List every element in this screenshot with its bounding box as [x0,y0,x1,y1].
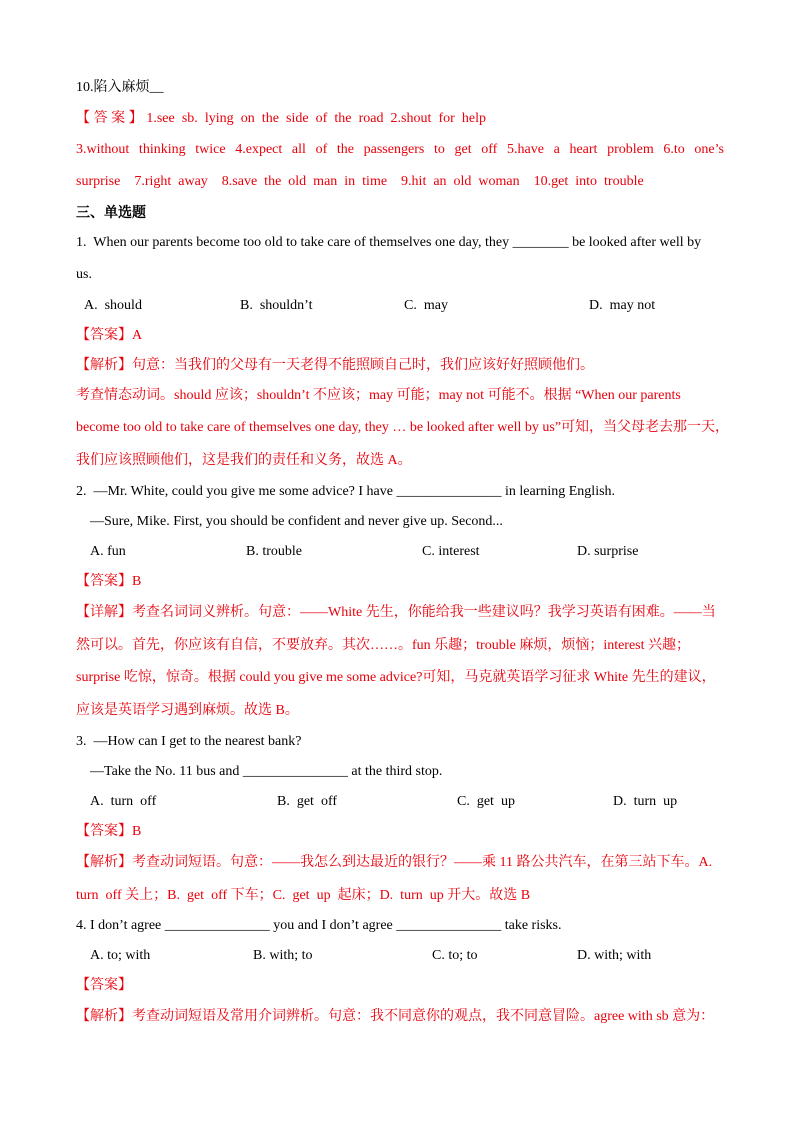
q2-explanation-4: 应该是英语学习遇到麻烦。故选 B。 [76,703,299,718]
q4-option-c: C. to; to [432,948,478,963]
q2-option-d: D. surprise [577,544,639,559]
q3-option-a: A. turn off [90,794,157,809]
item-10-text: 10.陷入麻烦__ [76,80,164,95]
q4-option-a: A. to; with [90,948,151,963]
answer-line-3: surprise 7.right away 8.save the old man in time 9.hit an old woman 10.get into trouble [76,174,644,189]
q2-answer: 【答案】B [76,574,142,589]
q3-stem-line-2: —Take the No. 11 bus and _______________ at the third stop. [90,764,443,779]
q4-answer: 【答案】 [76,978,132,993]
q4-stem-line-1: 4. I don’t agree _______________ you and I don’t agree _______________ take risks. [76,918,562,933]
q1-option-d: D. may not [589,298,656,313]
q1-option-b: B. shouldn’t [240,298,313,313]
q4-option-d: D. with; with [577,948,652,963]
section-title: 三、单选题 [76,206,146,221]
q1-explanation-1: 【解析】句意：当我们的父母有一天老得不能照顾自己时，我们应该好好照顾他们。 [76,358,594,373]
q2-explanation-2: 然可以。首先，你应该有自信，不要放弃。其次……。fun 乐趣；trouble 麻烦，烦恼；interest 兴趣； [76,638,691,653]
q4-explanation-1: 【解析】考查动词短语及常用介词辨析。句意：我不同意你的观点，我不同意冒险。agree with sb 意为： [76,1009,715,1024]
q3-explanation-2: turn off 关上；B. get off 下车；C. get up 起床；D. turn up 开大。故选 B [76,888,531,903]
q1-explanation-4: 我们应该照顾他们，这是我们的责任和义务，故选 A。 [76,453,412,468]
q3-option-b: B. get off [277,794,338,809]
answer-line-2: 3.without thinking twice 4.expect all of the passengers to get off 5.have a heart problem 6.to one’s [76,142,724,157]
q3-explanation-1: 【解析】考查动词短语。句意：——我怎么到达最近的银行？——乘 11 路公共汽车，在第三站下车。A. [76,855,713,870]
q1-option-c: C. may [404,298,448,313]
q2-explanation-1: 【详解】考查名词词义辨析。句意：——White 先生，你能给我一些建议吗？我学习英语有困难。——当 [76,605,716,620]
q1-option-a: A. should [84,298,142,313]
q3-option-c: C. get up [457,794,515,809]
q1-stem-line-2: us. [76,267,92,282]
answer-line-1: 【答案】1.see sb. lying on the side of the road 2.shout for help [76,111,486,126]
q2-option-a: A. fun [90,544,126,559]
q1-explanation-2: 考查情态动词。should 应该；shouldn’t 不应该；may 可能；may not 可能不。根据 “When our parents [76,388,681,403]
q3-stem-line-1: 3. —How can I get to the nearest bank? [76,734,302,749]
q1-answer: 【答案】A [76,328,143,343]
q2-option-c: C. interest [422,544,480,559]
q2-stem-line-1: 2. —Mr. White, could you give me some advice? I have _______________ in learning English. [76,484,616,499]
q4-option-b: B. with; to [253,948,313,963]
q3-answer: 【答案】B [76,824,142,839]
q2-option-b: B. trouble [246,544,302,559]
q2-stem-line-2: —Sure, Mike. First, you should be confident and never give up. Second... [90,514,503,529]
q1-stem-line-1: 1. When our parents become too old to take care of themselves one day, they ________ be looked after well by [76,235,702,250]
q1-explanation-3: become too old to take care of themselves one day, they … be looked after well by us”可知，当父母老去那一天， [76,420,730,435]
q3-option-d: D. turn up [613,794,678,809]
q2-explanation-3: surprise 吃惊，惊奇。根据 could you give me some advice?可知，马克就英语学习征求 White 先生的建议， [76,670,716,685]
